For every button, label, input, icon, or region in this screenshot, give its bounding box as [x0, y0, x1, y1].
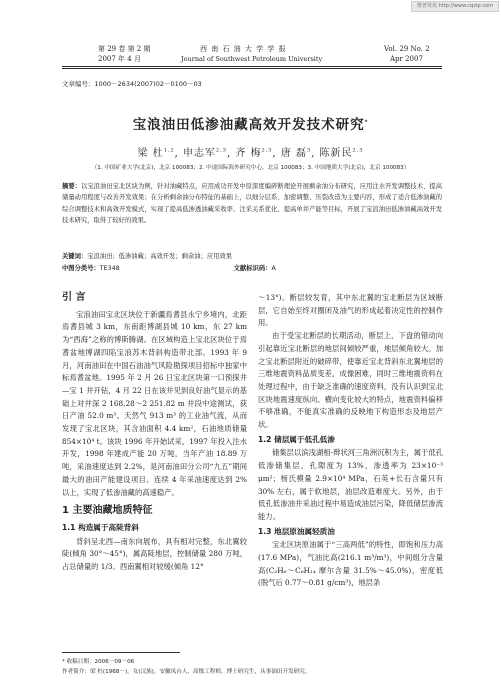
section-1-2-paragraph: 储集层以滨浅湖相-辫状河三角洲沉积为主，属于低孔低渗储集层，孔隙度为 13%，渗透率为 23×10⁻³ μm²；杨氏模量 2.9×10⁴ MPa，石英+长石含量只有 30% 左右，属于软地层，油层改造难度大。另外，由于低孔低渗油井采油过程中易造成油层污染，降低储层渗流能力。 [258, 448, 443, 521]
author-affil-mark: 1,2 [163, 147, 175, 154]
keywords-text: 宝浪油田；低渗油藏；高效开发；剩余油；应用效果 [87, 253, 233, 260]
keywords-label: 关键词： [62, 253, 88, 260]
header-vol-en: Vol. 29 No. 2 [384, 45, 430, 53]
author-name: 梁 杜 [137, 148, 164, 159]
article-title-text: 宝浪油田低渗油藏高效开发技术研究 [132, 117, 365, 133]
doc-code-label: 文献标识码： [233, 265, 272, 272]
abstract [62, 181, 442, 227]
classification-value: TE348 [99, 265, 120, 272]
title-footnote-mark: * [364, 119, 369, 126]
header-rule [62, 66, 442, 67]
section-1-heading: 1 主要油藏地质特征 [62, 505, 153, 517]
author-affil-mark: 2,3 [352, 147, 364, 154]
author-affil-mark: 2,3 [261, 147, 273, 154]
article-id: 文章编号：1000－2634(2007)02－0100－03 [62, 80, 202, 88]
footnote-received: * 收稿日期：2006－09－06 [62, 659, 135, 665]
classification-label: 中图分类号： [62, 265, 100, 272]
section-1-1-heading: 1.1 构造属于高陡背斜 [62, 522, 139, 532]
intro-paragraph: 宝浪油田宝北区块位于新疆焉耆县永宁乡境内，北距焉耆县城 3 km，东南距博湖县城 10 km，东 27 km 为“西海”之称的博斯腾湖。在区域构造上宝北区块位于焉耆盆地博湖四陷宝浪苏木背斜构造带北部。1993 年 9 月，河南油田在中国石油油气风险勘探项目招标中独家中标焉耆盆地。1995 年 2 月 26 日宝北区块第一口预探井—宝 1 井开钻，4 月 22 日在该井见到良好油气显示的基础上对井深 2 168.28～2 251.82 m 井段中途测试，获日产油 52.0 m³、天然气 913 m³ 的工业油气流，从而发现了宝北区块，其含油面积 4.4 km²，石油地质储量 854×10⁴ t。该块 1996 年开始试采，1997 年投入注水开发，1998 年建成产能 20 万吨，当年产油 18.89 万吨，采油速度达到 2.2%，是河南油田分公司“九五”期间最大的油田产能建设项目。连续 4 年采油速度达到 2% 以上，实现了低渗油藏的高速稳产。 [62, 309, 247, 497]
author-affil-mark: 2,3 [216, 147, 227, 154]
doc-code-value: A [271, 265, 276, 272]
affiliations: （1. 中国矿业大学(北京)，北京 100083；2. 中途国际海外研究中心，北京 100083；3. 中国地质大学(北京)，北京 100083） [91, 165, 410, 171]
intro-heading: 引 言 [62, 292, 86, 303]
section-1-1-paragraph: 背斜呈北西—南东向展布，具有相对完整，东北翼较陡(倾角 30°～45°)，属高陡地层，控制储量 280 万吨，占总储量的 1/3。西南翼相对较缓(倾角 12° [62, 536, 247, 572]
section-1-2-heading: 1.2 储层属于低孔低渗 [258, 434, 335, 444]
article-title [0, 113, 501, 133]
header-date-en: Apr 2007 [390, 55, 423, 63]
header-journal-cn: 西 南 石 油 大 学 学 报 [200, 45, 287, 53]
fault-paragraph: 由于受宝北断层的长期活动，断层上、下盘的错动向引起靠近宝北断层的地层间倾较严重，地层倾角较大。加之宝北断层附近的破碎带，使靠近宝北背斜东北翼地层的三维地震资料品质变差，成像困难，同时三维地震资料在处理过程中，由于缺乏准确的速度资料，没有认识到宝北区块地震速度纵向、横向变化较大的特点，地震资料偏移不够准确，不能真实准确的反映地下构造形态及地层产状。 [258, 331, 443, 430]
right-column [258, 292, 443, 590]
left-column [62, 292, 247, 574]
header-date: 2007 年 4 月 [98, 55, 141, 63]
author-affil-mark: 3 [307, 147, 312, 154]
keywords [62, 251, 232, 260]
structure-paragraph-cont: ～13°)。断层较发育，其中东北翼的宝北断层为区域断层，它自始至终对圈闭及油气的形成起着决定性的控制作用。 [258, 293, 443, 328]
watermark-banner: 维普资讯 http://www.cqvip.com [411, 1, 499, 12]
author-name: 齐 梅 [235, 148, 262, 159]
section-1-3-heading: 1.3 地层原油属轻质油 [258, 526, 335, 536]
abstract-label: 摘要： [62, 183, 82, 190]
header-rule-thin [62, 68, 442, 69]
footnote-rule [62, 652, 180, 653]
author-name: 陈新民 [319, 148, 353, 159]
abstract-text: 以宝浪油田宝北区块为例，针对油藏特点，应用成功开发中原深度编碎断理论开展剩余油分布研究，应用注水开发调整技术、提高储量动用程度与改善开发效果；在分析剩余油分布特征的基础上，以细分层系、加密调整、压裂改造为主要内容，形成了适合低渗油藏的综合调整技术和高效开发模式，实现了提高低渗透油藏采收率、注采关系优化、提高单井产能等目标，开展了宝浪油田低渗油藏高效开发技术研究，取得了较好的效果。 [62, 183, 443, 225]
author-name: 唐 磊 [280, 148, 307, 159]
classification-line [62, 263, 276, 272]
header-volume: 第 29 卷 第 2 期 [98, 45, 151, 53]
section-1-3-paragraph: 宝北区块原油属于“三高两低”的特性，即饱和压力高(17.6 MPa)，气油比高(216.1 m³/m³)，中间组分含量高(C₂H₆～C₆H₁₄ 摩尔含量 31.5%～45.0%)，密度低(脱气后 0.77～0.81 g/cm³)，地层条 [258, 540, 443, 588]
author-list: 梁 杜$^{1,2}$, 申志军$^{2,3}$, 齐 梅$^{2,3}$, 唐 磊$^3$, 陈新民$^{2,3}$ [137, 147, 364, 159]
author-name: 申志军 [183, 148, 216, 159]
footnote-author-bio: 作者简介：梁 杜(1968－)，女(汉族)，安徽凤台人，高级工程师，博士研究生，从事油田开发研究。 [62, 669, 311, 675]
header-journal-en: Journal of Southwest Petroleum University [181, 55, 323, 63]
